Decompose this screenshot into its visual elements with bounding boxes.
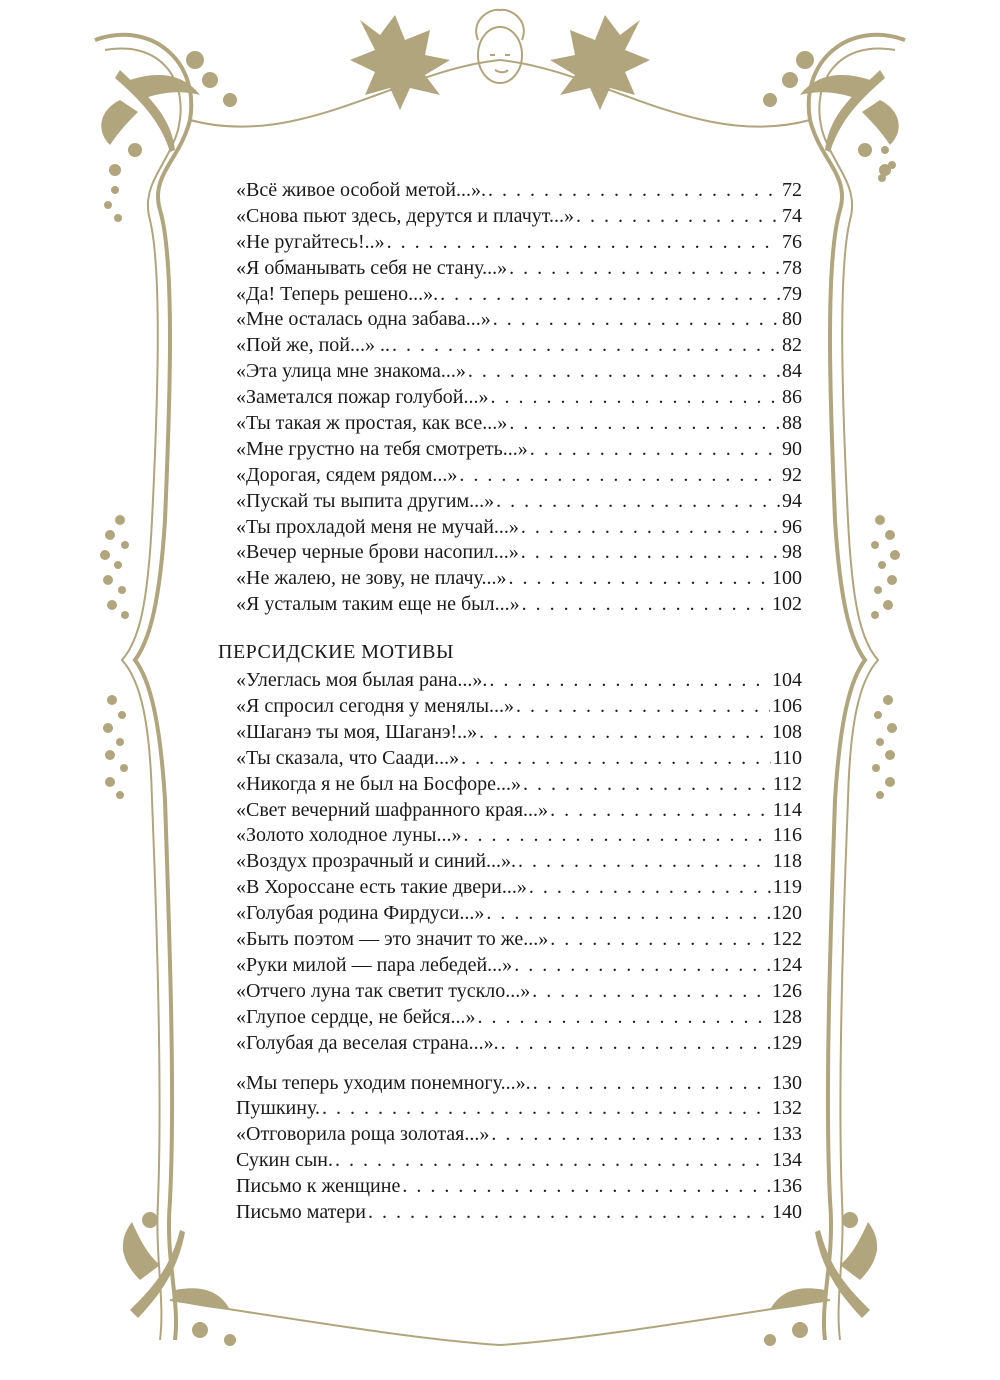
toc-entry-page: 118 [772,850,802,873]
toc-entry [236,720,802,746]
toc-entry-leader [468,359,780,385]
toc-entry-leader [486,901,770,927]
toc-entry-leader [516,694,770,720]
toc-entry-page: 92 [782,463,802,486]
toc-entry-page: 124 [772,953,802,976]
toc-entry-leader [576,204,780,230]
toc-entry-title: «Пой же, пой...» .. [236,334,390,357]
section-heading-persian-motifs: ПЕРСИДСКИЕ МОТИВЫ [218,641,454,664]
toc-entry-page: 72 [782,179,802,201]
toc-entry-title: «Быть поэтом — это значит то же...» [236,928,549,951]
toc-entry-leader [496,489,780,515]
toc-entry-page: 132 [772,1097,802,1120]
toc-entry-page: 108 [772,720,802,743]
toc-entry-leader [459,463,780,489]
toc-entry-leader [387,230,780,256]
toc-entry-leader [529,875,771,901]
toc-entry-title: Сукин сын. [236,1149,333,1172]
toc-entry-title: «Я спросил сегодня у менялы...» [236,695,515,718]
toc-entry-page: 110 [772,746,802,769]
toc-entry-title: «Мне осталась одна забава...» [236,308,491,331]
top-maple-leaves-icon [350,15,650,110]
toc-entry-title: «Не жалею, не зову, не плачу...» [236,567,507,590]
toc-entry [236,256,802,282]
toc-entry-title: «Голубая да веселая страна...». [236,1031,499,1054]
toc-entry [236,849,802,875]
toc-entry-page: 119 [772,876,802,899]
toc-entry-page: 140 [772,1200,802,1223]
toc-entry [236,566,802,592]
toc-entry [236,823,802,849]
toc-entry-page: 129 [772,1031,802,1054]
toc-entry-leader [478,1005,770,1031]
toc-entry-leader [521,540,780,566]
toc-entry-page: 79 [782,282,802,305]
toc-entry-leader [533,1071,770,1097]
toc-entry-page: 128 [772,1005,802,1028]
toc-entry-leader [514,953,770,979]
toc-entry [236,1071,802,1097]
toc-entry-leader [490,385,780,411]
toc-entry-page: 126 [772,979,802,1002]
toc-entry [236,1148,802,1174]
toc-entry [236,230,802,256]
toc-entry-page: 134 [772,1149,802,1172]
toc-entry-leader [322,1096,770,1122]
toc-entry-title: «Мне грустно на тебя смотреть...» [236,437,528,460]
toc-section-1 [236,178,802,618]
toc-entry-page: 80 [782,308,802,331]
toc-entry [236,463,802,489]
toc-entry [236,1200,802,1226]
toc-entry-leader [523,772,771,798]
toc-entry [236,1122,802,1148]
toc-entry-leader [501,1031,770,1057]
toc-entry-page: 116 [772,824,802,847]
toc-entry-leader [402,1174,770,1200]
toc-entry [236,901,802,927]
toc-entry [236,1096,802,1122]
toc-entry-leader [488,178,780,204]
toc-entry-page: 96 [782,515,802,538]
toc-entry [236,798,802,824]
toc-entry [236,772,802,798]
toc-entry-title: «Заметался пожар голубой...» [236,386,489,409]
toc-entry [236,178,802,204]
toc-entry-title: «Я обманывать себя не стану...» [236,256,508,279]
toc-entry-page: 78 [782,256,802,279]
toc-entry [236,437,802,463]
toc-entry-title: Письмо к женщине [236,1175,401,1198]
toc-entry [236,746,802,772]
toc-entry-leader [461,746,771,772]
toc-entry-title: Пушкину. [236,1097,320,1120]
toc-entry-leader [550,927,770,953]
toc-entry-title: «Глупое сердце, не бейся...» [236,1005,476,1028]
toc-entry [236,333,802,359]
toc-entry-leader [489,668,770,694]
toc-entry [236,953,802,979]
toc-entry-leader [491,1122,770,1148]
toc-entry-title: «Эта улица мне знакома...» [236,360,466,383]
toc-entry [236,359,802,385]
toc-entry [236,979,802,1005]
toc-entry-page: 102 [772,593,802,616]
toc-entry-title: «Отговорила роща золотая...» [236,1123,490,1146]
toc-entry-leader [509,256,780,282]
toc-entry-leader [335,1148,770,1174]
toc-entry-title: «Не ругайтесь!..» [236,230,385,253]
toc-entry-leader [463,823,770,849]
toc-entry-page: 94 [782,489,802,512]
toc-entry-title: «Вечер черные брови насопил...» [236,541,519,564]
corner-plant-bottom-right-icon [764,1212,877,1346]
toc-entry [236,489,802,515]
toc-entry-title: «Ты сказала, что Саади...» [236,746,460,769]
section-gap [218,1057,802,1071]
toc-entry [236,307,802,333]
toc-entry [236,592,802,618]
table-of-contents [218,178,802,1226]
toc-entry-title: «Голубая родина Фирдуси...» [236,902,485,925]
toc-entry-title: «Никогда я не был на Босфоре...» [236,772,521,795]
toc-entry-page: 74 [782,204,802,227]
toc-section-3 [236,1071,802,1226]
corner-plant-bottom-left-icon [123,1212,236,1346]
toc-entry-title: «Свет вечерний шафранного края...» [236,798,549,821]
toc-entry-page: 82 [782,334,802,357]
toc-entry-page: 133 [772,1123,802,1146]
toc-entry-title: Письмо матери [236,1200,366,1223]
toc-entry-title: «Пускай ты выпита другим...» [236,489,495,512]
toc-entry-page: 84 [782,360,802,383]
toc-entry-title: «Золото холодное луны...» [236,824,462,847]
toc-entry-leader [509,411,780,437]
toc-entry [236,515,802,541]
toc-entry-title: «Я усталым таким еще не был...» [236,593,520,616]
toc-entry-leader [392,333,780,359]
toc-entry-page: 112 [772,772,802,795]
toc-entry-title: «Ты прохладой меня не мучай...» [236,515,519,538]
toc-entry-leader [521,515,780,541]
toc-entry-title: «Дорогая, сядем рядом...» [236,463,458,486]
toc-entry-title: «Улеглась моя былая рана...». [236,669,488,692]
toc-entry [236,694,802,720]
toc-entry [236,668,802,694]
toc-entry-title: «Всё живое особой метой...». [236,179,487,201]
toc-entry-leader [493,307,780,333]
toc-entry-title: «Ты такая ж простая, как все...» [236,412,508,435]
toc-entry-title: «Отчего луна так светит тускло...» [236,979,531,1002]
toc-section-2 [236,668,802,1056]
toc-entry-leader [368,1200,770,1226]
toc-entry [236,1005,802,1031]
toc-entry-title: «Руки милой — пара лебедей...» [236,953,513,976]
toc-entry-page: 130 [772,1071,802,1094]
toc-entry [236,385,802,411]
toc-entry-page: 100 [772,567,802,590]
toc-entry [236,927,802,953]
toc-entry-page: 120 [772,902,802,925]
toc-entry-leader [479,720,770,746]
toc-entry-title: «Шаганэ ты моя, Шаганэ!..» [236,720,478,743]
toc-entry-page: 136 [772,1175,802,1198]
toc-entry-page: 122 [772,928,802,951]
toc-entry [236,540,802,566]
toc-entry-leader [530,437,780,463]
toc-entry [236,411,802,437]
toc-entry [236,204,802,230]
toc-entry [236,282,802,308]
toc-entry-page: 104 [772,669,802,692]
toc-entry-leader [518,849,771,875]
toc-entry-leader [522,592,770,618]
toc-entry-title: «В Хороссане есть такие двери...» [236,876,527,899]
top-face-icon [476,10,524,83]
toc-entry-title: «Снова пьют здесь, дерутся и плачут...» [236,204,575,227]
toc-entry-leader [440,282,780,308]
toc-entry-page: 76 [782,230,802,253]
toc-entry-leader [509,566,770,592]
toc-entry-leader [550,798,771,824]
toc-entry-page: 98 [782,541,802,564]
toc-entry [236,1174,802,1200]
toc-entry-title: «Да! Теперь решено...». [236,282,439,305]
toc-entry-page: 88 [782,412,802,435]
toc-entry-leader [532,979,770,1005]
toc-entry-page: 90 [782,437,802,460]
toc-entry-page: 106 [772,695,802,718]
toc-entry [236,1031,802,1057]
toc-entry [236,875,802,901]
toc-entry-page: 86 [782,386,802,409]
toc-entry-title: «Воздух прозрачный и синий...». [236,850,517,873]
toc-entry-title: «Мы теперь уходим понемногу...». [236,1071,531,1094]
toc-entry-page: 114 [772,798,802,821]
